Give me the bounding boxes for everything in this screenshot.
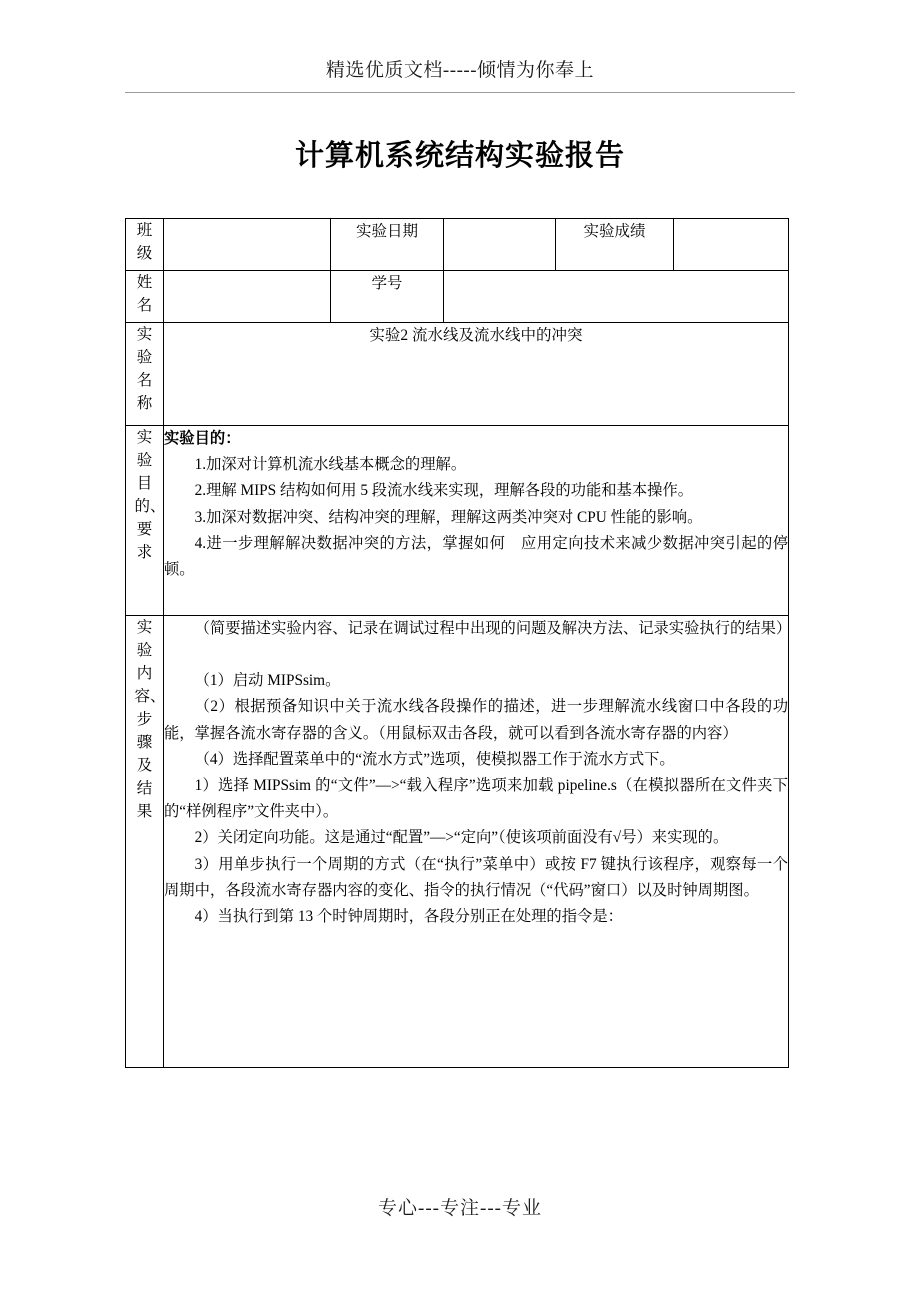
label-purpose [126,426,164,616]
label-content [126,616,164,1068]
content-step-1: （1）启动 MIPSsim。 [194,672,341,690]
table-row-class [126,219,789,271]
page-title: 计算机系统结构实验报告 [294,140,625,172]
content-substep-2: 2）关闭定向功能。这是通过“配置”—>“定向”（使该项前面没有√号）来实现的。 [194,829,729,847]
experiment-report-table [125,218,792,1068]
content-step-4: （4）选择配置菜单中的“流水方式”选项，使模拟器工作于流水方式下。 [194,750,675,768]
label-exp-score: 实验成绩 [556,219,674,271]
field-exp-score-value[interactable] [674,219,789,271]
label-name [126,271,164,323]
field-exp-date-value[interactable] [444,219,556,271]
purpose-content [164,426,789,616]
label-class-text: 班级 [136,222,153,262]
content-intro: （简要描述实验内容、记录在调试过程中出现的问题及解决方法、记录实验执行的结果） [194,620,792,637]
label-name-text: 姓名 [136,274,153,314]
field-name-value[interactable] [164,271,331,323]
purpose-item-4: 4.进一步理解解决数据冲突的方法，掌握如何 应用定向技术来减少数据冲突引起的停顿。 [164,534,788,579]
header-divider [125,92,795,93]
label-content-text: 实验内容、步骤及结果 [134,619,166,820]
purpose-item-3: 3.加深对数据冲突、结构冲突的理解，理解这两类冲突对 CPU 性能的影响。 [194,508,703,526]
content-substep-1: 1）选择 MIPSsim 的“文件”—>“载入程序”选项来加载 pipeline.s（在模拟器所在文件夹下的“样例程序”文件夹中）。 [164,777,788,821]
purpose-item-2: 2.理解 MIPS 结构如何用 5 段流水线来实现，理解各段的功能和基本操作。 [194,482,694,500]
label-student-id: 学号 [331,271,444,323]
field-student-id-value[interactable] [444,271,789,323]
table-row-purpose [126,426,789,616]
field-class-value[interactable] [164,219,331,271]
purpose-heading: 实验目的： [164,430,241,447]
content-spacer [164,642,788,668]
running-header: 精选优质文档-----倾情为你奉上 [325,60,595,81]
table-row-name [126,271,789,323]
label-experiment-name [126,323,164,426]
table-row-experiment-name [126,323,789,426]
running-footer: 专心---专注---专业 [378,1198,542,1219]
label-exp-date: 实验日期 [331,219,444,271]
table-row-content [126,616,789,1068]
label-purpose-text: 实验目的、要求 [134,429,166,561]
label-class [126,219,164,271]
content-steps [164,616,792,1068]
label-experiment-name-text: 实验名称 [136,326,153,412]
purpose-item-1: 1.加深对计算机流水线基本概念的理解。 [194,456,467,474]
content-substep-3: 3）用单步执行一个周期的方式（在“执行”菜单中）或按 F7 键执行该程序，观察每一个周期中，各段流水寄存器内容的变化、指令的执行情况（“代码”窗口）以及时钟周期图。 [164,855,788,899]
field-experiment-name-value: 实验2 流水线及流水线中的冲突 [164,323,789,426]
content-step-2: （2）根据预备知识中关于流水线各段操作的描述，进一步理解流水线窗口中各段的功能，掌握各流水寄存器的含义。（用鼠标双击各段，就可以看到各流水寄存器的内容） [164,698,788,742]
content-substep-4: 4）当执行到第 13 个时钟周期时，各段分别正在处理的指令是： [194,908,623,926]
